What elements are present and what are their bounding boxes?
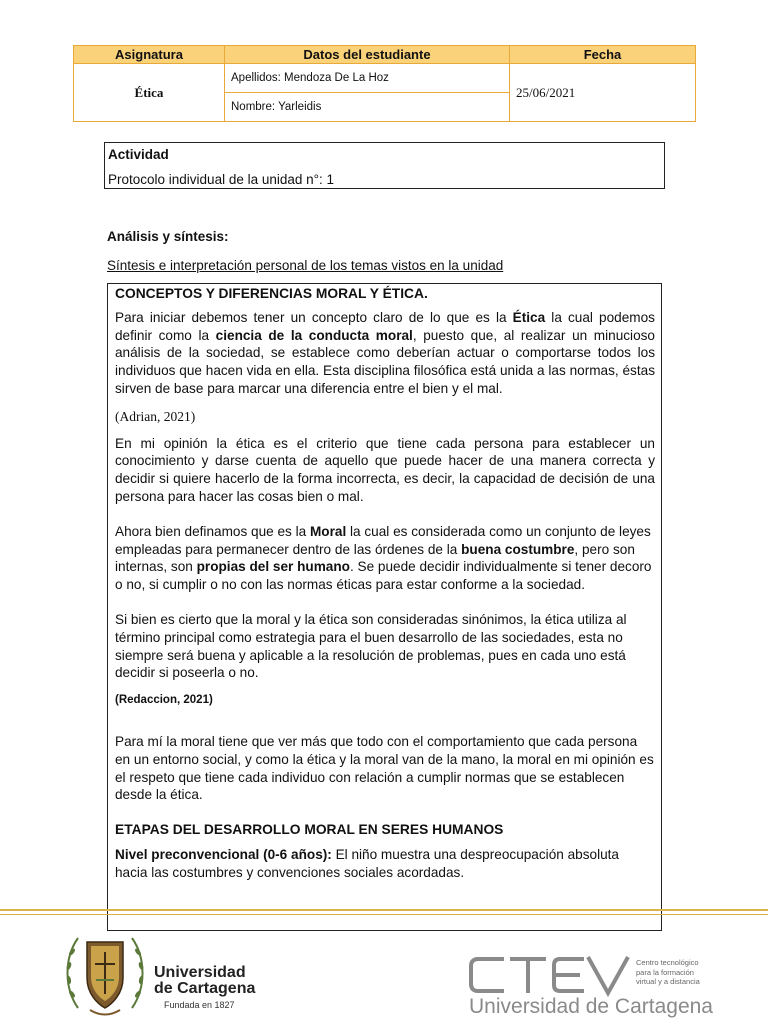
bold-run: Moral bbox=[309, 523, 347, 539]
text-run: . Se puede decidir individualmente si tener decoro o no, si cumplir o no con las normas éticas para estar conforme a la sociedad. bbox=[115, 559, 652, 593]
subject-value: Ética bbox=[74, 64, 225, 122]
section-title: Análisis y síntesis: bbox=[107, 229, 229, 244]
header-student-label: Datos del estudiante bbox=[225, 46, 510, 64]
text-run: la cual podemos definir como la bbox=[115, 309, 655, 343]
citation-redaccion: (Redaccion, 2021) bbox=[115, 694, 213, 707]
footer-divider-line bbox=[0, 909, 768, 911]
paragraph-moral-opinion: Para mí la moral tiene que ver más que todo con el comportamiento que cada persona en un entorno social, y como la ética y la moral van de la mano, la moral en mi opinión es el respeto que tiene cada individuo con relación a cumplir normas que se establecen desde la ética. bbox=[115, 733, 654, 803]
ctev-tagline-line2: para la formación bbox=[636, 967, 694, 977]
heading-stages: ETAPAS DEL DESARROLLO MORAL EN SERES HUMANOS bbox=[115, 822, 504, 838]
text-run: Para iniciar debemos tener un concepto claro de lo que es la bbox=[115, 309, 513, 325]
paragraph-preconventional bbox=[115, 846, 655, 882]
student-surname: Apellidos: Mendoza De La Hoz bbox=[225, 64, 510, 93]
text-run: El niño muestra una despreocupación absoluta hacia las costumbres y convenciones sociales acordadas. bbox=[115, 846, 619, 880]
date-value: 25/06/2021 bbox=[510, 64, 696, 122]
university-crest-icon bbox=[60, 928, 150, 1020]
university-name bbox=[154, 965, 255, 997]
paragraph-ethics-opinion: En mi opinión la ética es el criterio que tiene cada persona para establecer un conocimiento y darse cuenta de aquello que puede hacer de una manera correcta y decidir si quiere hacerlo de la forma incorrecta, es decir, la capacidad de decisión de una persona para hacer las cosas bien o mal. bbox=[115, 435, 655, 504]
text-run: Ahora bien definamos que es la bbox=[115, 523, 310, 539]
paragraph-ethics-definition bbox=[115, 309, 655, 398]
activity-box bbox=[104, 142, 665, 189]
header-subject-label: Asignatura bbox=[74, 46, 225, 64]
citation-adrian: (Adrian, 2021) bbox=[115, 408, 196, 424]
ctev-logo-icon bbox=[468, 953, 633, 997]
bold-run: ciencia de la conducta moral bbox=[215, 327, 413, 343]
bold-run: buena costumbre bbox=[461, 541, 575, 557]
activity-title: Actividad bbox=[108, 147, 169, 162]
bold-run: propias del ser humano bbox=[196, 559, 350, 575]
university-name-line2: de Cartagena bbox=[154, 980, 256, 997]
text-run: , pero son internas, son bbox=[115, 541, 635, 575]
university-name-line1: Universidad bbox=[154, 964, 246, 981]
content-box bbox=[107, 283, 662, 931]
text-run: la cual es considerada como un conjunto de leyes empleadas para permanecer dentro de las órdenes de la bbox=[115, 523, 651, 557]
ctev-tagline-line1: Centro tecnológico bbox=[636, 958, 699, 967]
ctev-tagline-line3: virtual y a distancia bbox=[636, 977, 700, 986]
heading-concepts: CONCEPTOS Y DIFERENCIAS MORAL Y ÉTICA. bbox=[115, 286, 428, 301]
university-founded: Fundada en 1827 bbox=[164, 1000, 235, 1010]
ctev-tagline bbox=[636, 958, 700, 987]
bold-run: Nivel preconvencional (0-6 años): bbox=[115, 846, 332, 862]
header-date-label: Fecha bbox=[510, 46, 696, 64]
bold-run: Ética bbox=[512, 309, 546, 325]
section-subtitle: Síntesis e interpretación personal de los temas vistos en la unidad bbox=[107, 258, 504, 273]
paragraph-synonyms: Si bien es cierto que la moral y la ética son consideradas sinónimos, la ética utiliza al término principal como estrategia para el buen desarrollo de las sociedades, esta no siempre será buena y aplicable a la resolución de problemas, pues en cada uno está decidir si poseerla o no. bbox=[115, 611, 627, 681]
paragraph-moral-definition bbox=[115, 523, 655, 594]
activity-description: Protocolo individual de la unidad n°: 1 bbox=[108, 172, 335, 187]
student-name: Nombre: Yarleidis bbox=[225, 93, 510, 122]
footer-divider-line-thin bbox=[0, 914, 768, 915]
header-table bbox=[73, 45, 696, 122]
text-run: , puesto que, al realizar un minucioso análisis de la sociedad, se establece como deberían actuar o comportarse todos los individuos que hacen vida en ella. Esta disciplina filosófica está unida a las normas, éstas sirven de base para marcar una diferencia entre el bien y el mal. bbox=[115, 327, 655, 396]
ctev-university-name: Universidad de Cartagena bbox=[469, 995, 713, 1018]
